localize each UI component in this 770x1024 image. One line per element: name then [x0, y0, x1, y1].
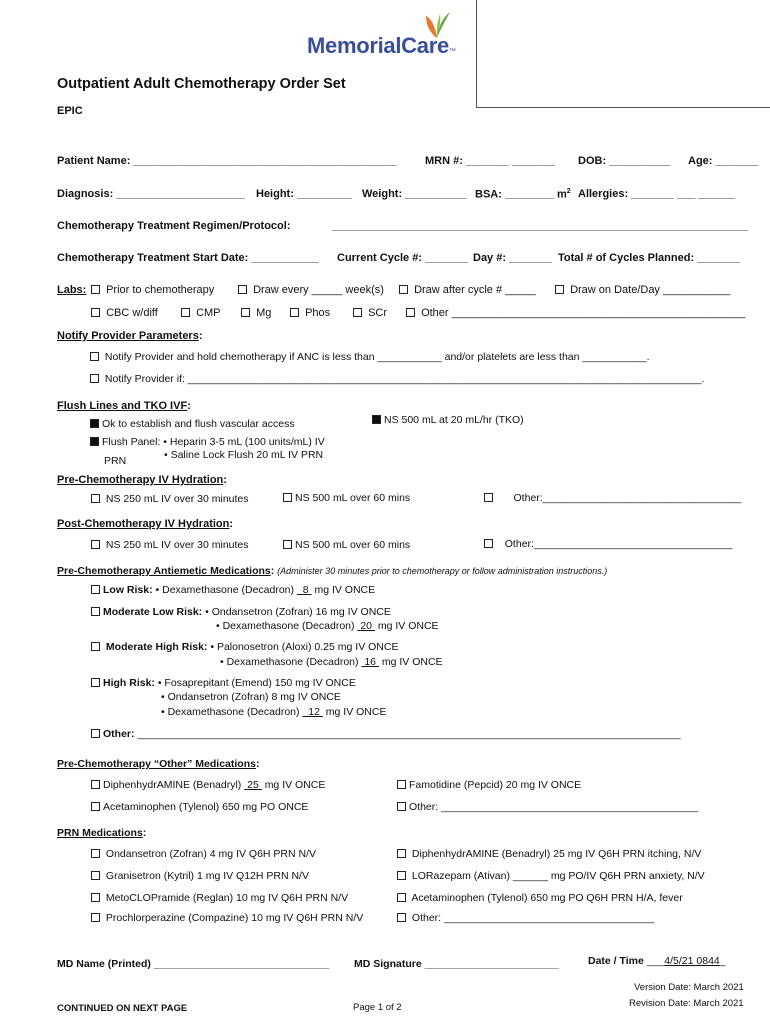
antiemetic-high-ondansetron: • Ondansetron (Zofran) 8 mg IV ONCE: [161, 691, 341, 703]
othermeds-other-checkbox[interactable]: Other: ____________________________________________: [397, 801, 698, 813]
flush-panel-checkbox[interactable]: Flush Panel: • Heparin 3-5 mL (100 units/mL) IV: [90, 436, 325, 448]
othermeds-header: Pre-Chemotherapy “Other” Medications:: [57, 758, 260, 770]
lab-mg-checkbox[interactable]: Mg: [241, 307, 271, 319]
antiemetic-mod-low-dex: • Dexamethasone (Decadron) 20 mg IV ONCE: [216, 620, 439, 632]
revision-date: Revision Date: March 2021: [629, 998, 744, 1009]
posthydration-other-checkbox[interactable]: Other:__________________________________: [484, 538, 733, 550]
checkbox-icon: [406, 308, 415, 317]
checkbox-icon: [91, 780, 100, 789]
start-date-field[interactable]: Chemotherapy Treatment Start Date: ___________: [57, 252, 319, 264]
lab-other-checkbox[interactable]: Other ________________________________________________: [406, 307, 745, 319]
lab-cbc-checkbox[interactable]: CBC w/diff: [91, 307, 158, 319]
date-time-value: 4/5/21 0844: [664, 955, 720, 967]
logo-text: MemorialCare™: [307, 33, 456, 58]
antiemetic-mod-high-dex: • Dexamethasone (Decadron) 16 mg IV ONCE: [220, 656, 443, 668]
checkbox-icon: [397, 871, 406, 880]
current-cycle-field[interactable]: Current Cycle #: _______: [337, 252, 468, 264]
checkbox-icon: [91, 285, 100, 294]
antiemetic-mod-high-checkbox[interactable]: Moderate High Risk: • Palonosetron (Aloxi) 0.25 mg IV ONCE: [91, 641, 398, 653]
othermeds-diphen-checkbox[interactable]: DiphenhydrAMINE (Benadryl) 25 mg IV ONCE: [91, 779, 325, 791]
weight-field[interactable]: Weight: __________: [362, 188, 467, 200]
checkbox-icon: [397, 780, 406, 789]
patient-name-field[interactable]: Patient Name: ___________________________________________: [57, 155, 397, 167]
date-time-field[interactable]: Date / Time ___4/5/21 0844_: [588, 955, 726, 967]
checkbox-icon: [91, 540, 100, 549]
regimen-label: Chemotherapy Treatment Regimen/Protocol:: [57, 220, 291, 232]
antiemetic-mod-low-checkbox[interactable]: Moderate Low Risk: • Ondansetron (Zofran) 16 mg IV ONCE: [91, 606, 391, 618]
prehydration-ns500-checkbox[interactable]: NS 500 mL over 60 mins: [283, 492, 410, 504]
labs-label: Labs:: [57, 284, 87, 296]
checkbox-checked-icon: [372, 415, 381, 424]
checkbox-checked-icon: [90, 419, 99, 428]
checkbox-icon: [91, 913, 100, 922]
prn-header: PRN Medications:: [57, 827, 147, 839]
checkbox-icon: [283, 540, 292, 549]
notify-header: Notify Provider Parameters:: [57, 330, 203, 342]
flush-access-checkbox[interactable]: Ok to establish and flush vascular access: [90, 418, 295, 430]
antiemetic-header: Pre-Chemotherapy Antiemetic Medications: (Administer 30 minutes prior to chemotherapy or follow administration instructions.): [57, 565, 608, 577]
checkbox-icon: [484, 539, 493, 548]
version-date: Version Date: March 2021: [634, 982, 744, 993]
bsa-field[interactable]: BSA: ________ $m^2$: [475, 188, 571, 201]
checkbox-icon: [290, 308, 299, 317]
checkbox-icon: [90, 374, 99, 383]
checkbox-icon: [91, 642, 100, 651]
flush-prn-text: PRN: [104, 455, 127, 467]
prn-prochlorperazine-checkbox[interactable]: Prochlorperazine (Compazine) 10 mg IV Q6H PRN N/V: [91, 912, 363, 924]
checkbox-icon: [397, 802, 406, 811]
checkbox-icon: [91, 607, 100, 616]
checkbox-icon: [397, 849, 406, 858]
checkbox-icon: [241, 308, 250, 317]
prehydration-ns250-checkbox[interactable]: NS 250 mL IV over 30 minutes: [91, 493, 249, 505]
prehydration-header: Pre-Chemotherapy IV Hydration:: [57, 474, 227, 486]
checkbox-icon: [91, 893, 100, 902]
lab-cmp-checkbox[interactable]: CMP: [181, 307, 221, 319]
checkbox-icon: [555, 285, 564, 294]
checkbox-icon: [90, 352, 99, 361]
lab-draw-after-checkbox[interactable]: Draw after cycle # _____: [399, 284, 536, 296]
checkbox-icon: [353, 308, 362, 317]
flush-saline-text: • Saline Lock Flush 20 mL IV PRN: [164, 449, 324, 461]
dob-field[interactable]: DOB: __________: [578, 155, 671, 167]
checkbox-icon: [91, 494, 100, 503]
md-name-field[interactable]: MD Name (Printed) ______________________________: [57, 958, 330, 970]
continued-text: CONTINUED ON NEXT PAGE: [57, 1003, 188, 1014]
mrn-field[interactable]: MRN #: _______ _______: [425, 155, 555, 167]
checkbox-icon: [91, 308, 100, 317]
lab-draw-every-checkbox[interactable]: Draw every _____ week(s): [238, 284, 384, 296]
prn-ondansetron-checkbox[interactable]: Ondansetron (Zofran) 4 mg IV Q6H PRN N/V: [91, 848, 316, 860]
logo-box: [476, 0, 770, 108]
checkbox-icon: [399, 285, 408, 294]
page-subtitle: EPIC: [57, 105, 83, 117]
regimen-field[interactable]: ____________________________________________________________________: [332, 220, 749, 232]
checkbox-icon: [238, 285, 247, 294]
checkbox-icon: [91, 849, 100, 858]
checkbox-icon: [283, 493, 292, 502]
antiemetic-high-dex: • Dexamethasone (Decadron) 12 mg IV ONCE: [161, 706, 387, 718]
day-field[interactable]: Day #: _______: [473, 252, 552, 264]
antiemetic-high-risk-checkbox[interactable]: High Risk: • Fosaprepitant (Emend) 150 mg IV ONCE: [91, 677, 356, 689]
allergies-field[interactable]: Allergies: _______ ___ ______: [578, 188, 736, 200]
checkbox-icon: [91, 729, 100, 738]
notify-if-checkbox[interactable]: Notify Provider if: ________________________________________________________________________________________.: [90, 373, 705, 385]
posthydration-ns250-checkbox[interactable]: NS 250 mL IV over 30 minutes: [91, 539, 249, 551]
lab-prior-checkbox[interactable]: Prior to chemotherapy: [91, 284, 214, 296]
height-field[interactable]: Height: _________: [256, 188, 352, 200]
antiemetic-low-risk-checkbox[interactable]: Low Risk: • Dexamethasone (Decadron) 8 mg IV ONCE: [91, 584, 375, 596]
checkbox-icon: [91, 678, 100, 687]
flush-tko-checkbox[interactable]: NS 500 mL at 20 mL/hr (TKO): [372, 414, 524, 426]
checkbox-icon: [91, 802, 100, 811]
notify-hold-checkbox[interactable]: Notify Provider and hold chemotherapy if ANC is less than ___________ and/or platelets are less than ___________.: [90, 351, 650, 363]
checkbox-icon: [181, 308, 190, 317]
lab-draw-on-date-checkbox[interactable]: Draw on Date/Day ___________: [555, 284, 730, 296]
prn-granisetron-checkbox[interactable]: Granisetron (Kytril) 1 mg IV Q12H PRN N/V: [91, 870, 309, 882]
diagnosis-field[interactable]: Diagnosis: _____________________: [57, 188, 245, 200]
lab-phos-checkbox[interactable]: Phos: [290, 307, 330, 319]
posthydration-header: Post-Chemotherapy IV Hydration:: [57, 518, 234, 530]
posthydration-ns500-checkbox[interactable]: NS 500 mL over 60 mins: [283, 539, 410, 551]
othermeds-famotidine-checkbox[interactable]: Famotidine (Pepcid) 20 mg IV ONCE: [397, 779, 581, 791]
checkbox-icon: [91, 871, 100, 880]
prehydration-other-checkbox[interactable]: Other:__________________________________: [484, 492, 741, 504]
md-signature-field[interactable]: MD Signature _______________________: [354, 958, 559, 970]
prn-other-checkbox[interactable]: Other: ____________________________________: [397, 912, 654, 924]
page-title: Outpatient Adult Chemotherapy Order Set: [57, 76, 346, 92]
total-cycles-field[interactable]: Total # of Cycles Planned: _______: [558, 252, 740, 264]
checkbox-checked-icon: [90, 437, 99, 446]
prn-lorazepam-checkbox[interactable]: LORazepam (Ativan) ______ mg PO/IV Q6H PRN anxiety, N/V: [397, 870, 705, 882]
flush-header: Flush Lines and TKO IVF:: [57, 400, 191, 412]
checkbox-icon: [484, 493, 493, 502]
lab-scr-checkbox[interactable]: SCr: [353, 307, 387, 319]
checkbox-icon: [91, 585, 100, 594]
prn-diphen-checkbox[interactable]: DiphenhydrAMINE (Benadryl) 25 mg IV Q6H PRN itching, N/V: [397, 848, 701, 860]
prn-metoclopramide-checkbox[interactable]: MetoCLOPramide (Reglan) 10 mg IV Q6H PRN N/V: [91, 892, 348, 904]
prn-acetaminophen-checkbox[interactable]: Acetaminophen (Tylenol) 650 mg PO Q6H PRN H/A, fever: [397, 892, 683, 904]
checkbox-icon: [397, 913, 406, 922]
antiemetic-other-checkbox[interactable]: Other: _____________________________________________________________________________________________: [91, 728, 681, 740]
age-field[interactable]: Age: _______: [688, 155, 759, 167]
othermeds-acetaminophen-checkbox[interactable]: Acetaminophen (Tylenol) 650 mg PO ONCE: [91, 801, 308, 813]
checkbox-icon: [397, 893, 406, 902]
page-number: Page 1 of 2: [353, 1002, 402, 1013]
